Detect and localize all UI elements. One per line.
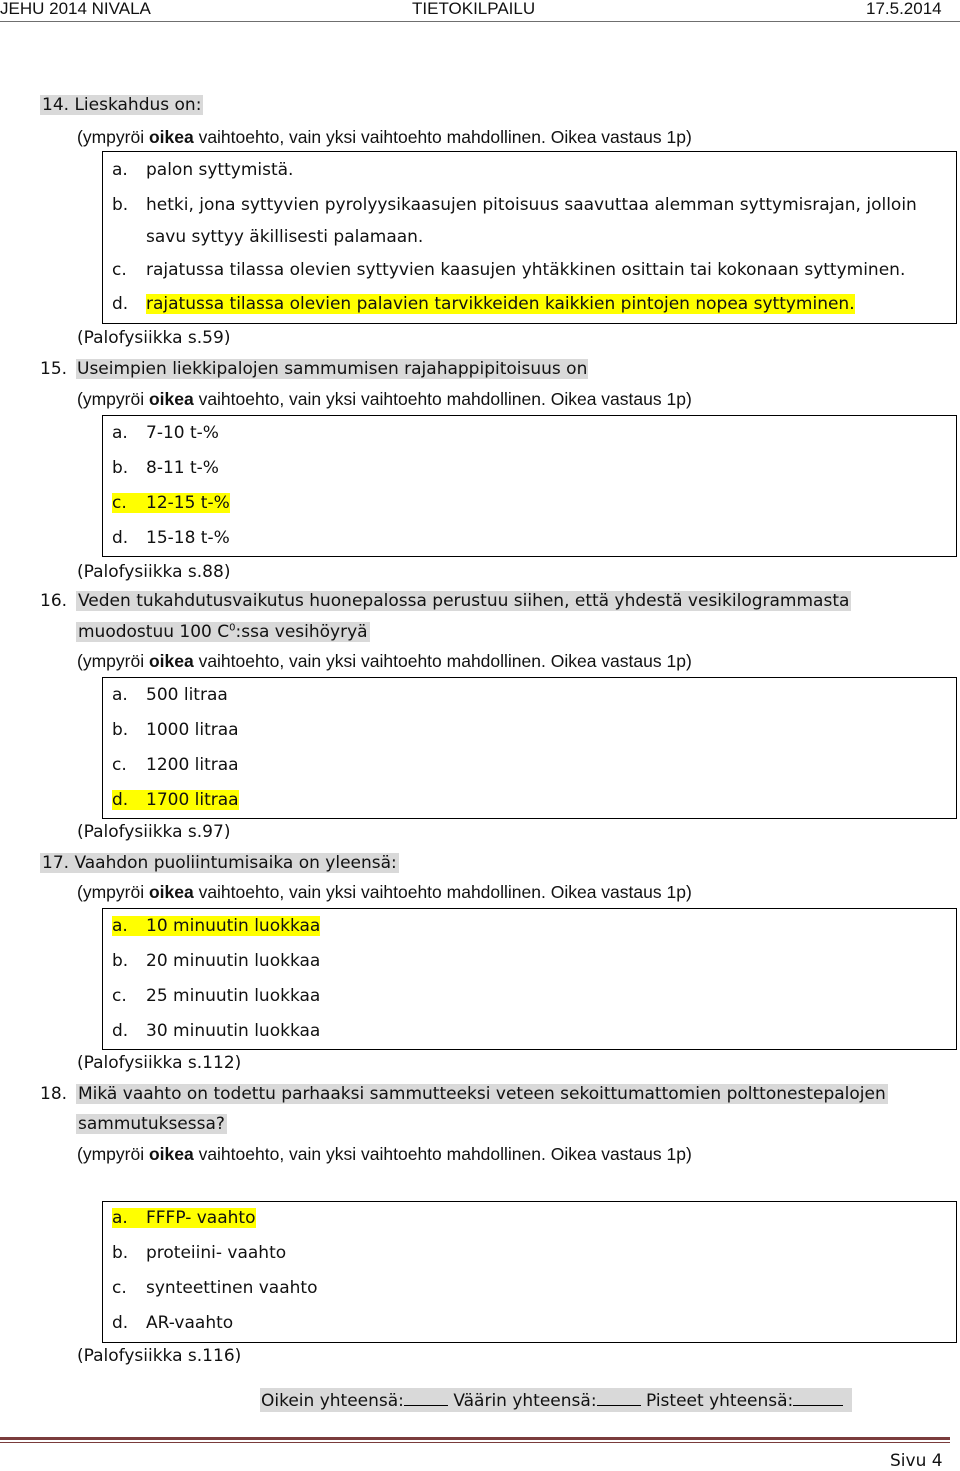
q14-title: 14. Lieskahdus on: bbox=[42, 95, 202, 115]
q17-title: 17. Vaahdon puoliintumisaika on yleensä: bbox=[42, 853, 397, 873]
q16-option-d-text[interactable]: 1700 litraa bbox=[146, 790, 239, 810]
q17-option-b-text[interactable]: 20 minuutin luokkaa bbox=[146, 951, 321, 971]
wrong-total-blank[interactable] bbox=[597, 1391, 641, 1406]
q15-number: 15. bbox=[40, 359, 68, 379]
q18-option-b-text[interactable]: proteiini- vaahto bbox=[146, 1243, 287, 1263]
q15-option-a-text[interactable]: 7-10 t-% bbox=[146, 423, 219, 443]
q14-option-d-text[interactable]: rajatussa tilassa olevien palavien tarvikkeiden kaikkien pintojen nopea syttyminen. bbox=[146, 294, 855, 314]
q14-option-b-letter[interactable]: b. bbox=[112, 195, 129, 215]
q18-title-cont: sammutuksessa? bbox=[78, 1114, 225, 1134]
q16-instruction: (ympyröi oikea vaihtoehto, vain yksi vaihtoehto mahdollinen. Oikea vastaus 1p) bbox=[77, 651, 692, 671]
q14-option-b-text-cont[interactable]: savu syttyy äkillisesti palamaan. bbox=[146, 227, 424, 247]
q18-option-a-letter[interactable]: a. bbox=[112, 1208, 146, 1228]
q15-option-c-letter[interactable]: c. bbox=[112, 493, 146, 513]
q18-option-a-text[interactable]: FFFP- vaahto bbox=[146, 1208, 256, 1228]
page-header bbox=[0, 0, 960, 20]
q16-title-cont: muodostuu 100 $C^0:ssa$ vesihöyryä bbox=[78, 622, 368, 642]
q15-instruction: (ympyröi oikea vaihtoehto, vain yksi vaihtoehto mahdollinen. Oikea vastaus 1p) bbox=[77, 389, 692, 409]
q16-option-b-letter[interactable]: b. bbox=[112, 720, 129, 740]
header-rule bbox=[0, 21, 960, 22]
q16-source: (Palofysiikka s.97) bbox=[77, 822, 231, 842]
q17-option-a-text[interactable]: 10 minuutin luokkaa bbox=[146, 916, 321, 936]
q16-option-c-text[interactable]: 1200 litraa bbox=[146, 755, 239, 775]
q17-option-d-letter[interactable]: d. bbox=[112, 1021, 129, 1041]
q14-option-a-text[interactable]: palon syttymistä. bbox=[146, 160, 294, 180]
points-total-blank[interactable] bbox=[793, 1391, 843, 1406]
totals-line bbox=[261, 1391, 843, 1411]
q16-title: Veden tukahdutusvaikutus huonepalossa perustuu siihen, että yhdestä vesikilogrammasta bbox=[78, 591, 850, 611]
q16-number: 16. bbox=[40, 591, 68, 611]
q18-title: Mikä vaahto on todettu parhaaksi sammutteeksi veteen sekoittumattomien polttonestepalojen bbox=[78, 1084, 886, 1104]
q18-option-c-letter[interactable]: c. bbox=[112, 1278, 127, 1298]
q14-option-d-letter[interactable]: d. bbox=[112, 294, 129, 314]
q17-option-b-letter[interactable]: b. bbox=[112, 951, 129, 971]
q17-option-d-text[interactable]: 30 minuutin luokkaa bbox=[146, 1021, 321, 1041]
q18-option-c-text[interactable]: synteettinen vaahto bbox=[146, 1278, 318, 1298]
q15-option-b-text[interactable]: 8-11 t-% bbox=[146, 458, 219, 478]
points-total-label: Pisteet yhteensä: bbox=[645, 1391, 794, 1411]
q15-option-c-text[interactable]: 12-15 t-% bbox=[146, 493, 230, 513]
q15-option-d-text[interactable]: 15-18 t-% bbox=[146, 528, 230, 548]
header-right: 17.5.2014 bbox=[866, 0, 942, 18]
q18-option-d-text[interactable]: AR-vaahto bbox=[146, 1313, 234, 1333]
footer-rule bbox=[0, 1437, 950, 1440]
q15-option-a-letter[interactable]: a. bbox=[112, 423, 128, 443]
q14-option-c-text[interactable]: rajatussa tilassa olevien syttyvien kaasujen yhtäkkinen osittain tai kokonaan syttyminen. bbox=[146, 260, 906, 280]
q14-source: (Palofysiikka s.59) bbox=[77, 328, 231, 348]
page-number: Sivu 4 bbox=[890, 1451, 943, 1471]
q14-option-b-text[interactable]: hetki, jona syttyvien pyrolyysikaasujen pitoisuus saavuttaa alemman syttymisrajan, jolloin bbox=[146, 195, 917, 215]
q14-option-c-letter[interactable]: c. bbox=[112, 260, 127, 280]
q14-option-a-letter[interactable]: a. bbox=[112, 160, 128, 180]
q18-instruction: (ympyröi oikea vaihtoehto, vain yksi vaihtoehto mahdollinen. Oikea vastaus 1p) bbox=[77, 1144, 692, 1164]
q17-instruction: (ympyröi oikea vaihtoehto, vain yksi vaihtoehto mahdollinen. Oikea vastaus 1p) bbox=[77, 882, 692, 902]
q17-option-a-letter[interactable]: a. bbox=[112, 916, 146, 936]
q17-source: (Palofysiikka s.112) bbox=[77, 1053, 242, 1073]
q15-option-d-letter[interactable]: d. bbox=[112, 528, 129, 548]
wrong-total-label: Väärin yhteensä: bbox=[453, 1391, 597, 1411]
q16-option-a-text[interactable]: 500 litraa bbox=[146, 685, 228, 705]
q18-option-d-letter[interactable]: d. bbox=[112, 1313, 129, 1333]
q18-number: 18. bbox=[40, 1084, 68, 1104]
q15-title: Useimpien liekkipalojen sammumisen rajahappipitoisuus on bbox=[77, 359, 588, 379]
q14-instruction: (ympyröi oikea vaihtoehto, vain yksi vaihtoehto mahdollinen. Oikea vastaus 1p) bbox=[77, 127, 692, 147]
correct-total-label: Oikein yhteensä: bbox=[261, 1391, 404, 1411]
header-center: TIETOKILPAILU bbox=[412, 0, 536, 18]
q15-options-box bbox=[102, 415, 957, 557]
q17-option-c-text[interactable]: 25 minuutin luokkaa bbox=[146, 986, 321, 1006]
q16-option-c-letter[interactable]: c. bbox=[112, 755, 127, 775]
correct-total-blank[interactable] bbox=[404, 1391, 448, 1406]
q18-source: (Palofysiikka s.116) bbox=[77, 1346, 242, 1366]
q17-option-c-letter[interactable]: c. bbox=[112, 986, 127, 1006]
footer-rule-thin bbox=[0, 1442, 950, 1443]
header-left: JEHU 2014 NIVALA bbox=[0, 0, 151, 18]
q15-option-b-letter[interactable]: b. bbox=[112, 458, 129, 478]
q16-option-a-letter[interactable]: a. bbox=[112, 685, 128, 705]
q16-option-d-letter[interactable]: d. bbox=[112, 790, 146, 810]
q16-option-b-text[interactable]: 1000 litraa bbox=[146, 720, 239, 740]
q18-option-b-letter[interactable]: b. bbox=[112, 1243, 129, 1263]
q15-source: (Palofysiikka s.88) bbox=[77, 562, 231, 582]
